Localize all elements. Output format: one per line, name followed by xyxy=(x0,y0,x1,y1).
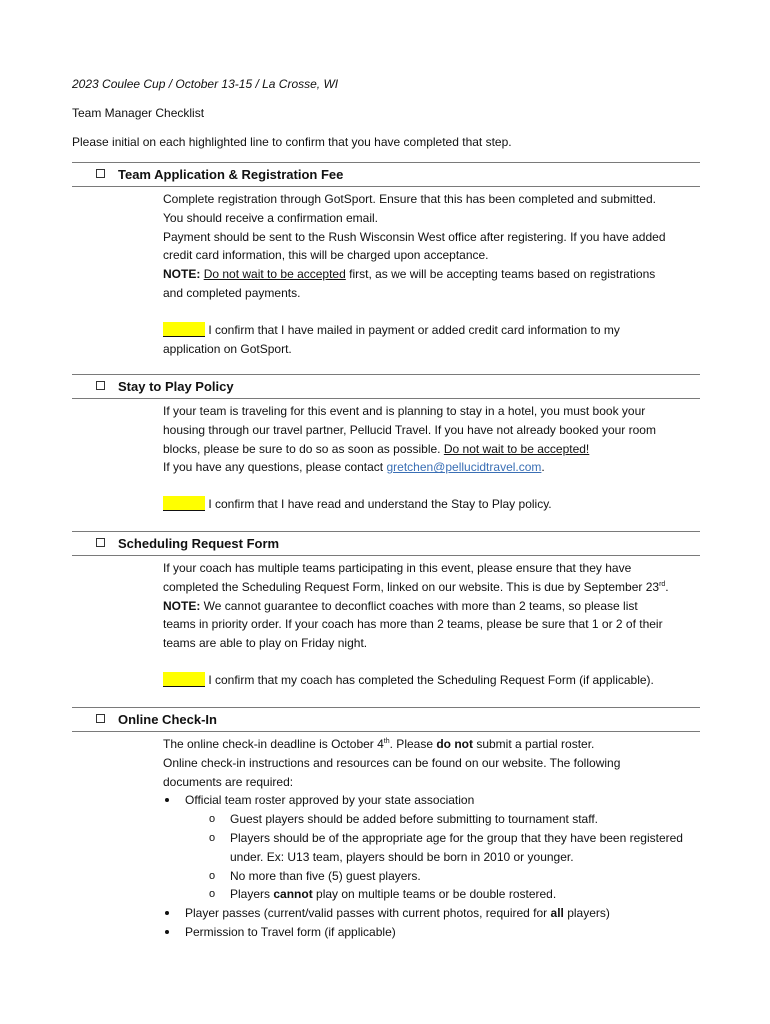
body-text: . Please xyxy=(389,737,437,751)
section-header xyxy=(72,374,700,399)
list-item xyxy=(185,904,700,923)
contact-email-link[interactable]: gretchen@pellucidtravel.com xyxy=(386,460,542,475)
body-bold: do not xyxy=(436,737,473,751)
checkbox-icon[interactable] xyxy=(96,381,105,390)
section-body xyxy=(72,187,700,358)
body-line xyxy=(163,578,700,597)
body-line: If your coach has multiple teams participating in this event, please ensure that they have xyxy=(163,561,632,575)
body-end: . xyxy=(665,579,669,594)
list-text: play on multiple teams or be double rostered. xyxy=(312,887,557,902)
confirm-text: I confirm that my coach has completed the Scheduling Request Form (if applicable). xyxy=(205,672,654,687)
list-item: Permission to Travel form (if applicable) xyxy=(185,923,700,942)
contact-end: . xyxy=(541,460,545,475)
list-item-text: Official team roster approved by your state association xyxy=(185,793,475,808)
note-text: first, as we will be accepting teams based on registrations xyxy=(345,267,656,282)
initial-blank[interactable] xyxy=(163,496,205,511)
section-stay-to-play xyxy=(72,374,700,514)
section-scheduling xyxy=(72,531,700,690)
section-registration xyxy=(72,162,700,358)
contact-text: If you have any questions, please contact xyxy=(163,460,387,475)
list-text: players) xyxy=(563,906,610,921)
section-online-check-in xyxy=(72,707,700,942)
body-line: housing through our travel partner, Pellucid Travel. If you have not already booked your room xyxy=(163,422,656,437)
checkbox-icon[interactable] xyxy=(96,169,105,178)
body-line: teams are able to play on Friday night. xyxy=(163,636,368,651)
body-line: teams in priority order. If your coach has more than 2 teams, please be sure that 1 or 2 of their xyxy=(163,617,663,632)
section-header xyxy=(72,531,700,556)
body-text: completed the Scheduling Request Form, linked on our website. This is due by September 23 xyxy=(163,579,660,594)
checkbox-icon[interactable] xyxy=(96,538,105,547)
confirm-line xyxy=(163,495,700,514)
sub-list xyxy=(185,810,700,904)
note-text: We cannot guarantee to deconflict coaches with more than 2 teams, so please list xyxy=(200,598,638,613)
body-text: submit a partial roster. xyxy=(473,737,595,751)
note-line xyxy=(163,265,700,284)
body-line: documents are required: xyxy=(163,774,294,789)
list-text: Player passes (current/valid passes with current photos, required for xyxy=(185,906,551,921)
initial-blank[interactable] xyxy=(163,322,205,337)
section-body xyxy=(72,399,700,514)
checkbox-icon[interactable] xyxy=(96,714,105,723)
superscript: rd xyxy=(659,580,666,588)
body-line: Payment should be sent to the Rush Wisconsin West office after registering. If you have added xyxy=(163,229,666,244)
section-header xyxy=(72,162,700,187)
body-text: blocks, please be sure to do so as soon as possible. xyxy=(163,441,444,456)
body-line xyxy=(163,440,700,459)
section-title: Online Check-In xyxy=(118,712,217,727)
body-line: Complete registration through GotSport. Ensure that this has been completed and submitted. xyxy=(163,192,656,206)
sub-list-item: o Guest players should be added before submitting to tournament staff. xyxy=(230,810,700,829)
body-line: and completed payments. xyxy=(163,285,301,300)
sub-list-item: o No more than five (5) guest players. xyxy=(230,867,700,886)
sub-list-item: o Players should be of the appropriate age for the group that they have been registered under. Ex: U13 team, players should be born in 2010 or younger. xyxy=(230,829,700,867)
list-text: Players xyxy=(230,887,274,902)
section-title: Stay to Play Policy xyxy=(118,379,234,394)
body-text: The online check-in deadline is October 4 xyxy=(163,737,384,751)
list-item xyxy=(185,791,700,904)
note-line xyxy=(163,597,700,616)
section-header xyxy=(72,707,700,732)
body-line: credit card information, this will be charged upon acceptance. xyxy=(163,248,489,263)
bullet-list xyxy=(163,791,700,941)
section-title: Scheduling Request Form xyxy=(118,536,280,551)
section-body xyxy=(72,732,700,942)
section-body xyxy=(72,556,700,690)
contact-line xyxy=(163,458,700,477)
confirm-text: I confirm that I have mailed in payment or added credit card information to my xyxy=(205,322,620,337)
document-title: 2023 Coulee Cup / October 13-15 / La Crosse, WI xyxy=(72,77,339,91)
body-line: Online check-in instructions and resources can be found on our website. The following xyxy=(163,755,621,770)
body-line: application on GotSport. xyxy=(163,341,292,356)
confirm-line xyxy=(163,321,700,340)
list-bold: all xyxy=(550,906,564,921)
note-label: NOTE: xyxy=(163,267,201,282)
section-title: Team Application & Registration Fee xyxy=(118,167,344,182)
note-label: NOTE: xyxy=(163,598,201,613)
document-instruction: Please initial on each highlighted line to confirm that you have completed that step. xyxy=(72,135,512,149)
note-underlined: Do not wait to be accepted xyxy=(203,267,346,282)
body-line: You should receive a confirmation email. xyxy=(163,210,379,225)
body-underlined: Do not wait to be accepted! xyxy=(443,441,590,456)
list-bold: cannot xyxy=(273,887,313,902)
confirm-text: I confirm that I have read and understand the Stay to Play policy. xyxy=(205,497,552,512)
document-subtitle: Team Manager Checklist xyxy=(72,106,205,120)
body-line: If your team is traveling for this event and is planning to stay in a hotel, you must book your xyxy=(163,404,646,418)
confirm-line xyxy=(163,671,700,690)
superscript: th xyxy=(383,738,390,745)
body-line xyxy=(163,735,700,754)
sub-list-item xyxy=(230,885,700,904)
initial-blank[interactable] xyxy=(163,672,205,687)
